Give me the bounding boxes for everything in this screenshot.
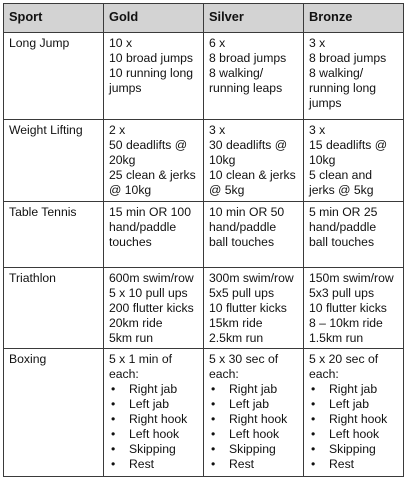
list-item-label: Right jab bbox=[229, 382, 278, 396]
bronze-cell bbox=[304, 33, 404, 120]
cell-line: 1.5km run bbox=[309, 331, 364, 345]
row-boxing bbox=[4, 349, 404, 477]
list-item-label: Skipping bbox=[129, 442, 176, 456]
cell-line: 200 flutter kicks bbox=[109, 301, 194, 315]
cell-line: 8 broad jumps bbox=[209, 51, 287, 65]
gold-cell bbox=[104, 33, 204, 120]
list-item bbox=[209, 457, 298, 472]
bullet-icon: • bbox=[111, 442, 116, 456]
cell-line: 3 x bbox=[209, 123, 226, 137]
cell-line: 300m swim/row bbox=[209, 271, 294, 285]
sport-cell: Triathlon bbox=[4, 268, 104, 349]
row-table-tennis bbox=[4, 202, 404, 268]
list-item bbox=[209, 382, 298, 397]
cell-line: 5 x 10 pull ups bbox=[109, 286, 188, 300]
sport-cell: Boxing bbox=[4, 349, 104, 477]
bronze-cell bbox=[304, 268, 404, 349]
bullet-icon: • bbox=[211, 382, 216, 396]
cell-line: 5x3 pull ups bbox=[309, 286, 375, 300]
header-silver: Silver bbox=[204, 4, 304, 33]
bullet-icon: • bbox=[211, 412, 216, 426]
sport-cell: Weight Lifting bbox=[4, 120, 104, 202]
list-item bbox=[209, 427, 298, 442]
list-item bbox=[209, 412, 298, 427]
cell-line: 15km ride bbox=[209, 316, 263, 330]
cell-line: 8 broad jumps bbox=[309, 51, 387, 65]
bullet-icon: • bbox=[311, 457, 316, 471]
list-item bbox=[309, 412, 398, 427]
list-item bbox=[309, 427, 398, 442]
gold-cell bbox=[104, 202, 204, 268]
silver-cell bbox=[204, 33, 304, 120]
bronze-cell bbox=[304, 349, 404, 477]
list-item-label: Right hook bbox=[329, 412, 388, 426]
list-item bbox=[309, 442, 398, 457]
bronze-cell bbox=[304, 120, 404, 202]
gold-cell bbox=[104, 349, 204, 477]
list-item bbox=[109, 442, 198, 457]
bullet-icon: • bbox=[111, 412, 116, 426]
cell-line: 5km run bbox=[109, 331, 154, 345]
bullet-icon: • bbox=[311, 442, 316, 456]
list-item-label: Right jab bbox=[329, 382, 378, 396]
bullet-icon: • bbox=[311, 427, 316, 441]
header-bronze: Bronze bbox=[304, 4, 404, 33]
bullet-icon: • bbox=[311, 397, 316, 411]
bullet-icon: • bbox=[111, 427, 116, 441]
cell-line: 10 flutter kicks bbox=[209, 301, 287, 315]
row-weight-lifting bbox=[4, 120, 404, 202]
cell-line: 5 x 1 min of each: bbox=[109, 352, 172, 381]
row-triathlon bbox=[4, 268, 404, 349]
cell-line: 20km ride bbox=[109, 316, 163, 330]
list-item-label: Left jab bbox=[229, 397, 269, 411]
list-item-label: Skipping bbox=[229, 442, 276, 456]
sport-cell: Long Jump bbox=[4, 33, 104, 120]
bullet-icon: • bbox=[111, 457, 116, 471]
cell-line: 600m swim/row bbox=[109, 271, 194, 285]
cell-line: 30 deadlifts @ 10kg bbox=[209, 138, 288, 167]
list-item-label: Left jab bbox=[129, 397, 169, 411]
cell-line: 6 x bbox=[209, 36, 226, 50]
list-item bbox=[309, 457, 398, 472]
list-item-label: Rest bbox=[329, 457, 355, 471]
cell-line: 10 broad jumps bbox=[109, 51, 194, 65]
cell-line: 150m swim/row bbox=[309, 271, 394, 285]
silver-cell bbox=[204, 268, 304, 349]
header-sport: Sport bbox=[4, 4, 104, 33]
cell-line: 3 x bbox=[309, 123, 326, 137]
bullet-icon: • bbox=[211, 442, 216, 456]
cell-line: 50 deadlifts @ 20kg bbox=[109, 138, 188, 167]
medal-workout-table bbox=[3, 3, 404, 477]
silver-cell bbox=[204, 349, 304, 477]
silver-cell bbox=[204, 202, 304, 268]
list-item bbox=[109, 412, 198, 427]
bronze-cell bbox=[304, 202, 404, 268]
list-item bbox=[109, 397, 198, 412]
list-item bbox=[109, 457, 198, 472]
cell-line: 3 x bbox=[309, 36, 326, 50]
gold-cell bbox=[104, 120, 204, 202]
cell-line: 5 clean and jerks @ 5kg bbox=[309, 168, 374, 197]
list-item bbox=[109, 427, 198, 442]
cell-line: 15 deadlifts @ 10kg bbox=[309, 138, 388, 167]
list-item-label: Skipping bbox=[329, 442, 376, 456]
list-item bbox=[209, 442, 298, 457]
row-long-jump bbox=[4, 33, 404, 120]
cell-line: 15 min OR 100 hand/paddle touches bbox=[109, 205, 191, 249]
list-item-label: Right hook bbox=[129, 412, 188, 426]
cell-line: 10 min OR 50 hand/paddle ball touches bbox=[209, 205, 285, 249]
bullet-icon: • bbox=[311, 412, 316, 426]
list-item bbox=[209, 397, 298, 412]
cell-line: 2.5km run bbox=[209, 331, 264, 345]
cell-line: 10 x bbox=[109, 36, 133, 50]
list-item-label: Left hook bbox=[329, 427, 380, 441]
bullet-icon: • bbox=[211, 457, 216, 471]
cell-line: 5 min OR 25 hand/paddle ball touches bbox=[309, 205, 378, 249]
list-item-label: Left hook bbox=[129, 427, 180, 441]
silver-cell bbox=[204, 120, 304, 202]
cell-line: 8 walking/ running long jumps bbox=[309, 66, 377, 110]
list-item bbox=[109, 382, 198, 397]
list-item-label: Right jab bbox=[129, 382, 178, 396]
list-item-label: Left hook bbox=[229, 427, 280, 441]
bullet-icon: • bbox=[211, 397, 216, 411]
list-item-label: Rest bbox=[229, 457, 255, 471]
list-item bbox=[309, 397, 398, 412]
list-item-label: Left jab bbox=[329, 397, 369, 411]
cell-line: 5 x 20 sec of each: bbox=[309, 352, 379, 381]
list-item-label: Rest bbox=[129, 457, 155, 471]
cell-line: 2 x bbox=[109, 123, 126, 137]
bullet-icon: • bbox=[311, 382, 316, 396]
bullet-icon: • bbox=[111, 382, 116, 396]
sport-cell: Table Tennis bbox=[4, 202, 104, 268]
cell-line: 10 running long jumps bbox=[109, 66, 194, 95]
list-item bbox=[309, 382, 398, 397]
cell-line: 8 walking/ running leaps bbox=[209, 66, 283, 95]
cell-line: 10 flutter kicks bbox=[309, 301, 387, 315]
list-item-label: Right hook bbox=[229, 412, 288, 426]
gold-cell bbox=[104, 268, 204, 349]
header-gold: Gold bbox=[104, 4, 204, 33]
cell-line: 25 clean & jerks @ 10kg bbox=[109, 168, 196, 197]
cell-line: 5x5 pull ups bbox=[209, 286, 275, 300]
header-row bbox=[4, 4, 404, 33]
cell-line: 5 x 30 sec of each: bbox=[209, 352, 279, 381]
bullet-list bbox=[309, 382, 398, 472]
bullet-list bbox=[109, 382, 198, 472]
bullet-list bbox=[209, 382, 298, 472]
cell-line: 8 – 10km ride bbox=[309, 316, 383, 330]
bullet-icon: • bbox=[211, 427, 216, 441]
cell-line: 10 clean & jerks @ 5kg bbox=[209, 168, 296, 197]
bullet-icon: • bbox=[111, 397, 116, 411]
